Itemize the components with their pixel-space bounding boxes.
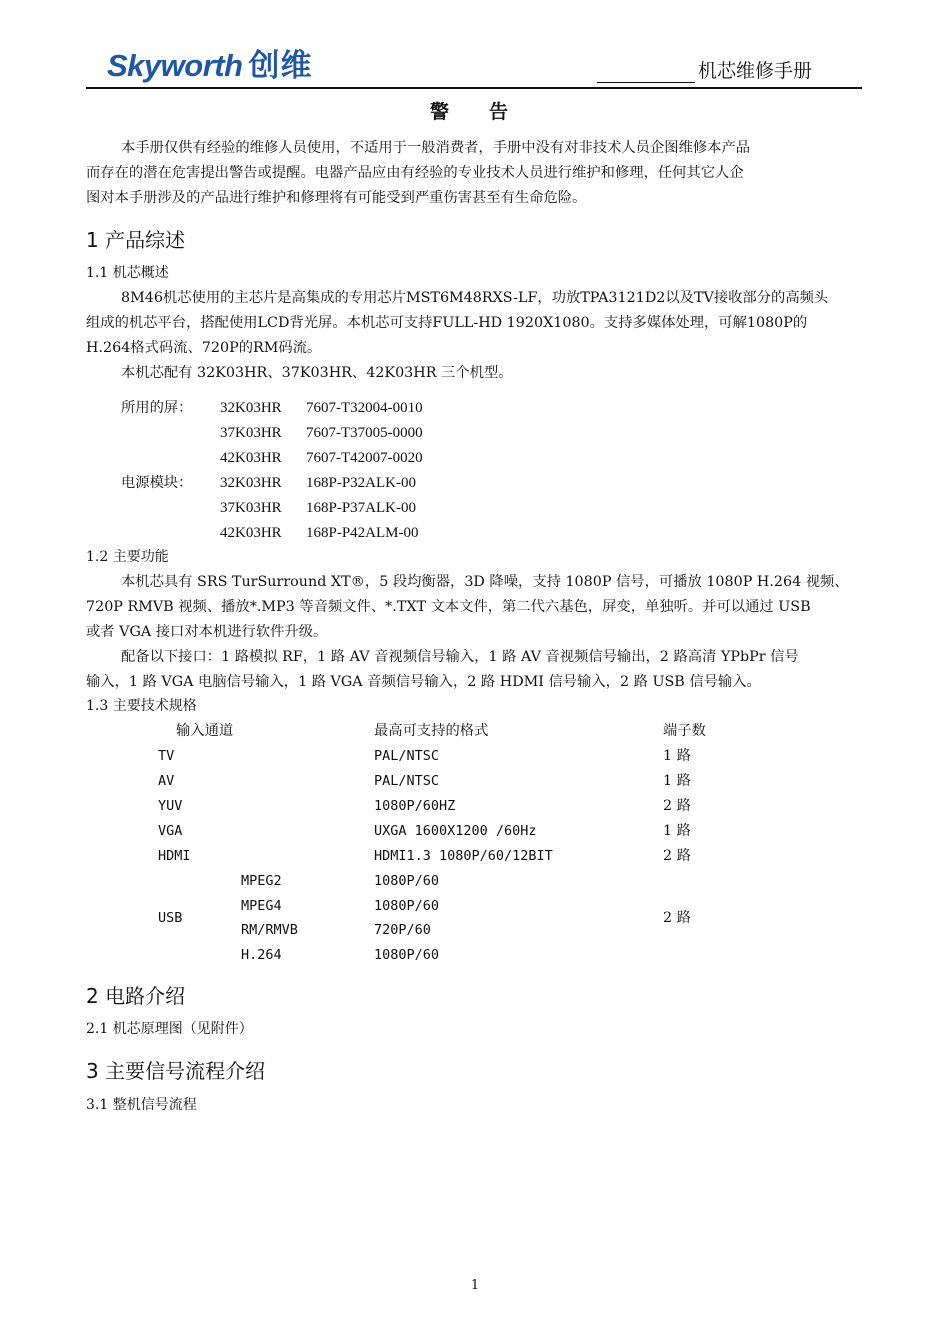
- screen-part: 7607-T37005-0000: [306, 425, 423, 441]
- usb-codec: H.264: [241, 947, 282, 963]
- screen-model: 42K03HR: [220, 450, 282, 466]
- screen-part: 7607-T42007-0020: [306, 450, 423, 466]
- table-cell-count: 1 路: [663, 748, 691, 764]
- warning-line: 而存在的潜在危害提出警告或提醒。电器产品应由有经验的专业技术人员进行维护和修理，任何其它人企: [86, 165, 744, 181]
- doc-title: 机芯维修手册: [698, 60, 813, 82]
- power-part: 168P-P37ALK-00: [306, 500, 417, 516]
- table-cell-channel: TV: [158, 748, 175, 764]
- power-model: 37K03HR: [220, 500, 282, 516]
- header-underline: [597, 82, 695, 83]
- table-cell-count: 2 路: [663, 798, 691, 814]
- subsection-heading: 1.3 主要技术规格: [86, 698, 197, 714]
- paragraph-line: 8M46机芯使用的主芯片是高集成的专用芯片MST6M48RXS-LF，功放TPA3121D2以及TV接收部分的高频头: [121, 290, 829, 306]
- warning-title: [430, 97, 508, 124]
- power-part: 168P-P32ALK-00: [306, 475, 417, 491]
- warning-line: 本手册仅供有经验的维修人员使用，不适用于一般消费者，手册中没有对非技术人员企图维修本产品: [121, 140, 751, 156]
- usb-format: 720P/60: [374, 922, 431, 938]
- logo-text: Skyworth: [107, 48, 243, 83]
- table-cell-channel: AV: [158, 773, 175, 789]
- paragraph-line: 输入，1 路 VGA 电脑信号输入，1 路 VGA 音频信号输入，2 路 HDMI 信号输入，2 路 USB 信号输入。: [86, 674, 761, 690]
- subsection-heading: 3.1 整机信号流程: [86, 1097, 197, 1113]
- table-cell-count: 1 路: [663, 773, 691, 789]
- table-cell-format: HDMI1.3 1080P/60/12BIT: [374, 848, 553, 864]
- table-cell-count: 1 路: [663, 823, 691, 839]
- page-number: 1: [470, 1278, 480, 1293]
- table-header-format: 最高可支持的格式: [374, 723, 489, 739]
- warning-title-char: 警: [430, 101, 450, 123]
- usb-codec: RM/RMVB: [241, 922, 298, 938]
- paragraph-line: 本机芯具有 SRS TurSurround XT®，5 段均衡器，3D 降噪，支持 1080P 信号，可播放 1080P H.264 视频、: [121, 574, 849, 590]
- power-model: 32K03HR: [220, 475, 282, 491]
- usb-format: 1080P/60: [374, 898, 440, 914]
- paragraph-line: 本机芯配有 32K03HR、37K03HR、42K03HR 三个机型。: [121, 365, 513, 381]
- screen-model: 32K03HR: [220, 400, 282, 416]
- table-cell-channel: YUV: [158, 798, 183, 814]
- table-cell-count: 2 路: [663, 848, 691, 864]
- logo-cn: 创维: [248, 48, 313, 83]
- paragraph-line: H.264格式码流、720P的RM码流。: [86, 340, 322, 356]
- power-label: 电源模块：: [121, 475, 193, 491]
- paragraph-line: 或者 VGA 接口对本机进行软件升级。: [86, 624, 328, 640]
- table-cell-format: UXGA 1600X1200 /60Hz: [374, 823, 537, 839]
- power-part: 168P-P42ALM-00: [306, 525, 419, 541]
- paragraph-line: 720P RMVB 视频、播放*.MP3 等音频文件、*.TXT 文本文件，第二代六基色，屏变，单独听。并可以通过 USB: [86, 599, 811, 615]
- subsection-heading: 1.1 机芯概述: [86, 265, 169, 281]
- table-header-channel: 输入通道: [176, 723, 234, 739]
- screen-label: 所用的屏：: [121, 400, 193, 416]
- warning-line: 图对本手册涉及的产品进行维护和修理将有可能受到严重伤害甚至有生命危险。: [86, 190, 587, 206]
- table-cell-channel: HDMI: [158, 848, 191, 864]
- table-cell-count: 2 路: [663, 910, 691, 926]
- usb-codec: MPEG4: [241, 898, 282, 914]
- section-heading: 3 主要信号流程介绍: [86, 1059, 266, 1083]
- screen-model: 37K03HR: [220, 425, 282, 441]
- paragraph-line: 组成的机芯平台，搭配使用LCD背光屏。本机芯可支持FULL-HD 1920X1080。支持多媒体处理，可解1080P的: [86, 315, 808, 331]
- power-model: 42K03HR: [220, 525, 282, 541]
- table-cell-format: 1080P/60HZ: [374, 798, 456, 814]
- skyworth-logo: [107, 40, 313, 85]
- section-heading: 2 电路介绍: [86, 984, 186, 1008]
- section-heading: 1 产品综述: [86, 228, 186, 252]
- usb-codec: MPEG2: [241, 873, 282, 889]
- subsection-heading: 2.1 机芯原理图（见附件）: [86, 1021, 253, 1037]
- table-header-count: 端子数: [663, 723, 706, 739]
- table-cell-channel: USB: [158, 910, 183, 926]
- header-rule: [86, 87, 862, 89]
- paragraph-line: 配备以下接口：1 路模拟 RF，1 路 AV 音视频信号输入，1 路 AV 音视频信号输出，2 路高清 YPbPr 信号: [121, 649, 799, 665]
- usb-format: 1080P/60: [374, 947, 440, 963]
- subsection-heading: 1.2 主要功能: [86, 549, 169, 565]
- table-cell-format: PAL/NTSC: [374, 748, 440, 764]
- table-cell-channel: VGA: [158, 823, 183, 839]
- warning-title-char: 告: [489, 101, 509, 123]
- usb-format: 1080P/60: [374, 873, 440, 889]
- table-cell-format: PAL/NTSC: [374, 773, 440, 789]
- screen-part: 7607-T32004-0010: [306, 400, 423, 416]
